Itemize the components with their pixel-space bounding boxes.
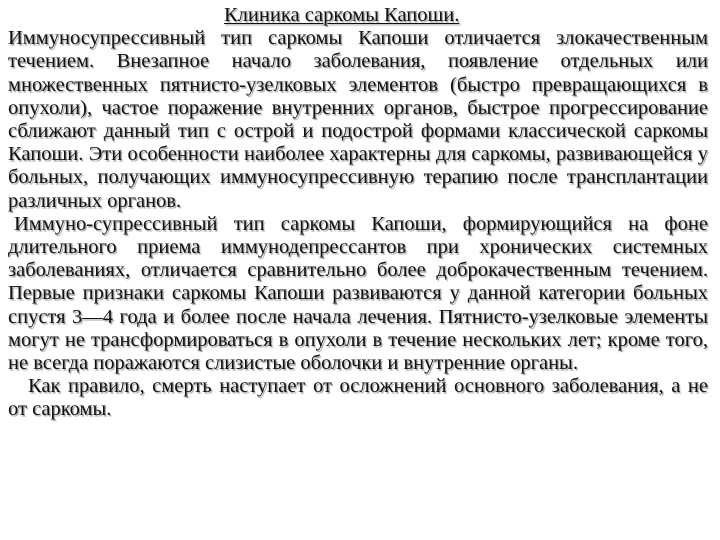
slide-content	[8, 4, 708, 422]
paragraph-immunosuppressive-type: Иммуносупрессивный тип саркомы Капоши отличается злокачественным течением. Внезапное начало заболевания, появление отдельных или множественных пятнисто-узелковых элементов (быстро превращающихся в опухоли), частое поражение внутренних органов, быстрое прогрессирование сближают данный тип с острой и подострой формами классической саркомы Капоши. Эти особенности наиболее характерны для саркомы, развивающейся у больных, получающих иммуносупрессивную терапию после трансплантации различных органов.	[8, 27, 708, 212]
paragraph-cause-of-death: Как правило, смерть наступает от осложнений основного заболевания, а не от саркомы.	[8, 375, 708, 421]
paragraph-chronic-disease-type: Иммуно-супрессивный тип саркомы Капоши, формирующийся на фоне длительного приема иммунодепрессантов при хронических системных заболеваниях, отличается сравнительно более доброкачественным течением. Первые признаки саркомы Капоши развиваются у данной категории больных спустя 3—4 года и более после начала лечения. Пятнисто-узелковые элементы могут не трансформироваться в опухоли в течение нескольких лет; кроме того, не всегда поражаются слизистые оболочки и внутренние органы.	[8, 212, 708, 375]
slide-title: Клиника саркомы Капоши.	[224, 4, 460, 26]
